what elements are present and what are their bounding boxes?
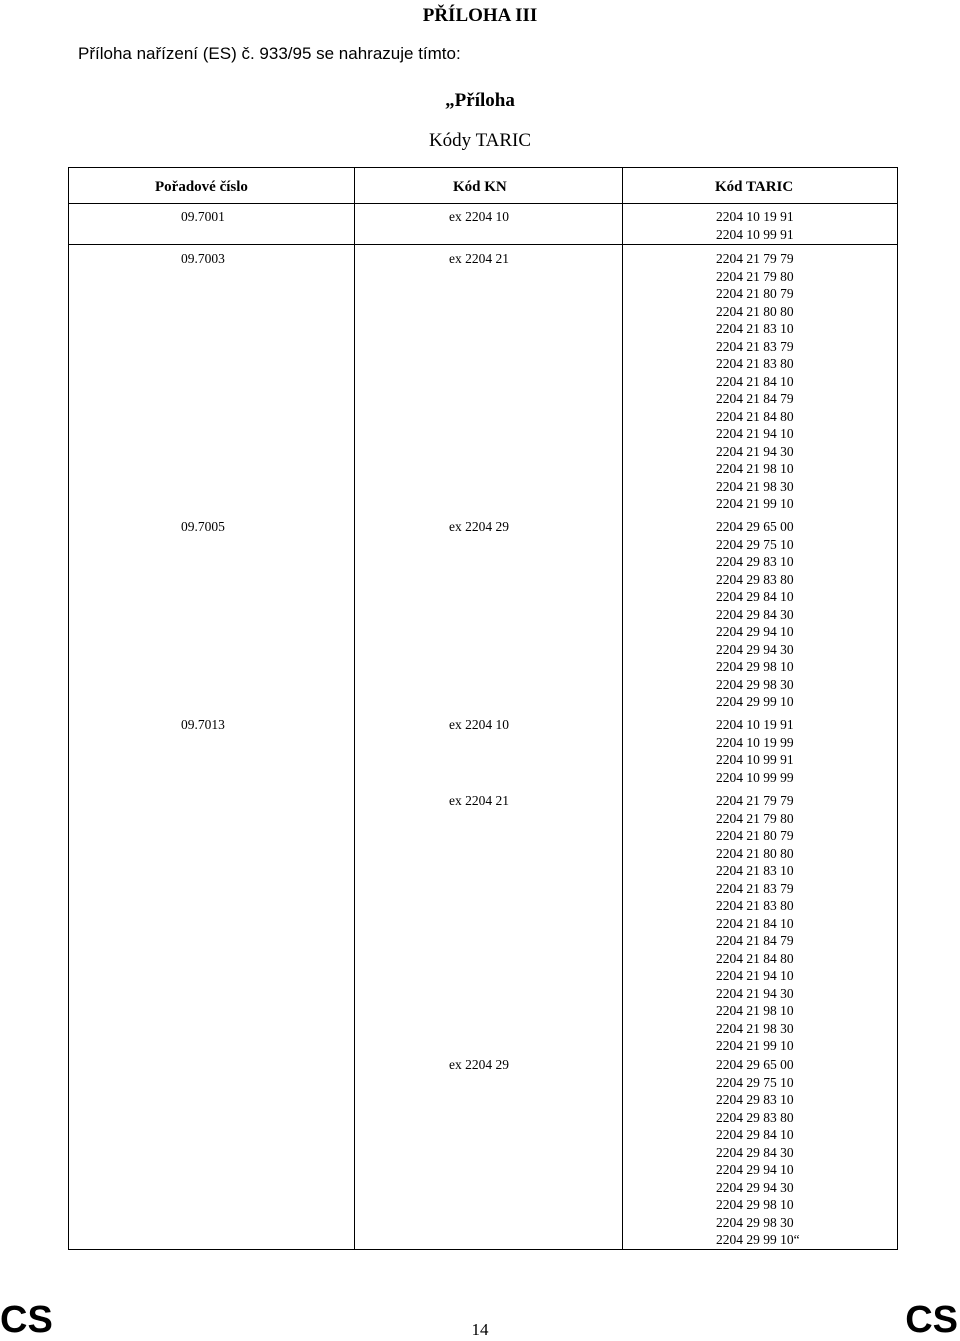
- subtitle: Kódy TARIC: [428, 130, 532, 151]
- cn-code: ex 2204 21: [449, 793, 509, 808]
- column-divider: [354, 168, 355, 1249]
- header-order-number: Pořadové číslo: [155, 179, 248, 195]
- taric-codes: 2204 29 65 00 2204 29 75 10 2204 29 83 10 2204 29 83 80 2204 29 84 10 2204 29 84 30 2204 29 94 10 2204 29 94 30 2204 29 98 10 2204 29 98 30 2204 29 99 10: [716, 519, 794, 709]
- taric-codes: 2204 10 19 91 2204 10 19 99 2204 10 99 91 2204 10 99 99: [716, 717, 794, 785]
- cn-code: ex 2204 21: [449, 251, 509, 266]
- cn-code: ex 2204 10: [449, 717, 509, 732]
- cn-code: ex 2204 29: [449, 519, 509, 534]
- taric-table: [68, 167, 898, 1250]
- header-divider: [69, 203, 897, 204]
- taric-codes: 2204 21 79 79 2204 21 79 80 2204 21 80 79 2204 21 80 80 2204 21 83 10 2204 21 83 79 2204 21 83 80 2204 21 84 10 2204 21 84 79 2204 21 84 80 2204 21 94 10 2204 21 94 30 2204 21 98 10 2204 21 98 30 2204 21 99 10: [716, 793, 794, 1053]
- cn-code: ex 2204 10: [449, 209, 509, 224]
- intro-text: Příloha nařízení (ES) č. 933/95 se nahrazuje tímto:: [78, 44, 461, 63]
- order-number: 09.7013: [181, 717, 225, 732]
- taric-codes: 2204 29 65 00 2204 29 75 10 2204 29 83 10 2204 29 83 80 2204 29 84 10 2204 29 84 30 2204 29 94 10 2204 29 94 30 2204 29 98 10 2204 29 98 30 2204 29 99 10“: [716, 1057, 800, 1247]
- taric-codes: 2204 10 19 91 2204 10 99 91: [716, 209, 794, 242]
- page-number: 14: [471, 1320, 489, 1339]
- annex-heading: PŘÍLOHA III: [422, 5, 538, 26]
- header-cn-code: Kód KN: [453, 179, 507, 195]
- row-divider: [69, 244, 897, 245]
- cn-code: ex 2204 29: [449, 1057, 509, 1072]
- language-code-right: CS: [905, 1299, 958, 1341]
- taric-codes: 2204 21 79 79 2204 21 79 80 2204 21 80 79 2204 21 80 80 2204 21 83 10 2204 21 83 79 2204 21 83 80 2204 21 84 10 2204 21 84 79 2204 21 84 80 2204 21 94 10 2204 21 94 30 2204 21 98 10 2204 21 98 30 2204 21 99 10: [716, 251, 794, 511]
- order-number: 09.7001: [181, 209, 225, 224]
- language-code-left: CS: [0, 1299, 53, 1341]
- header-taric-code: Kód TARIC: [715, 179, 794, 195]
- order-number: 09.7003: [181, 251, 225, 266]
- annex-title: „Příloha: [445, 90, 515, 111]
- column-divider: [622, 168, 623, 1249]
- order-number: 09.7005: [181, 519, 225, 534]
